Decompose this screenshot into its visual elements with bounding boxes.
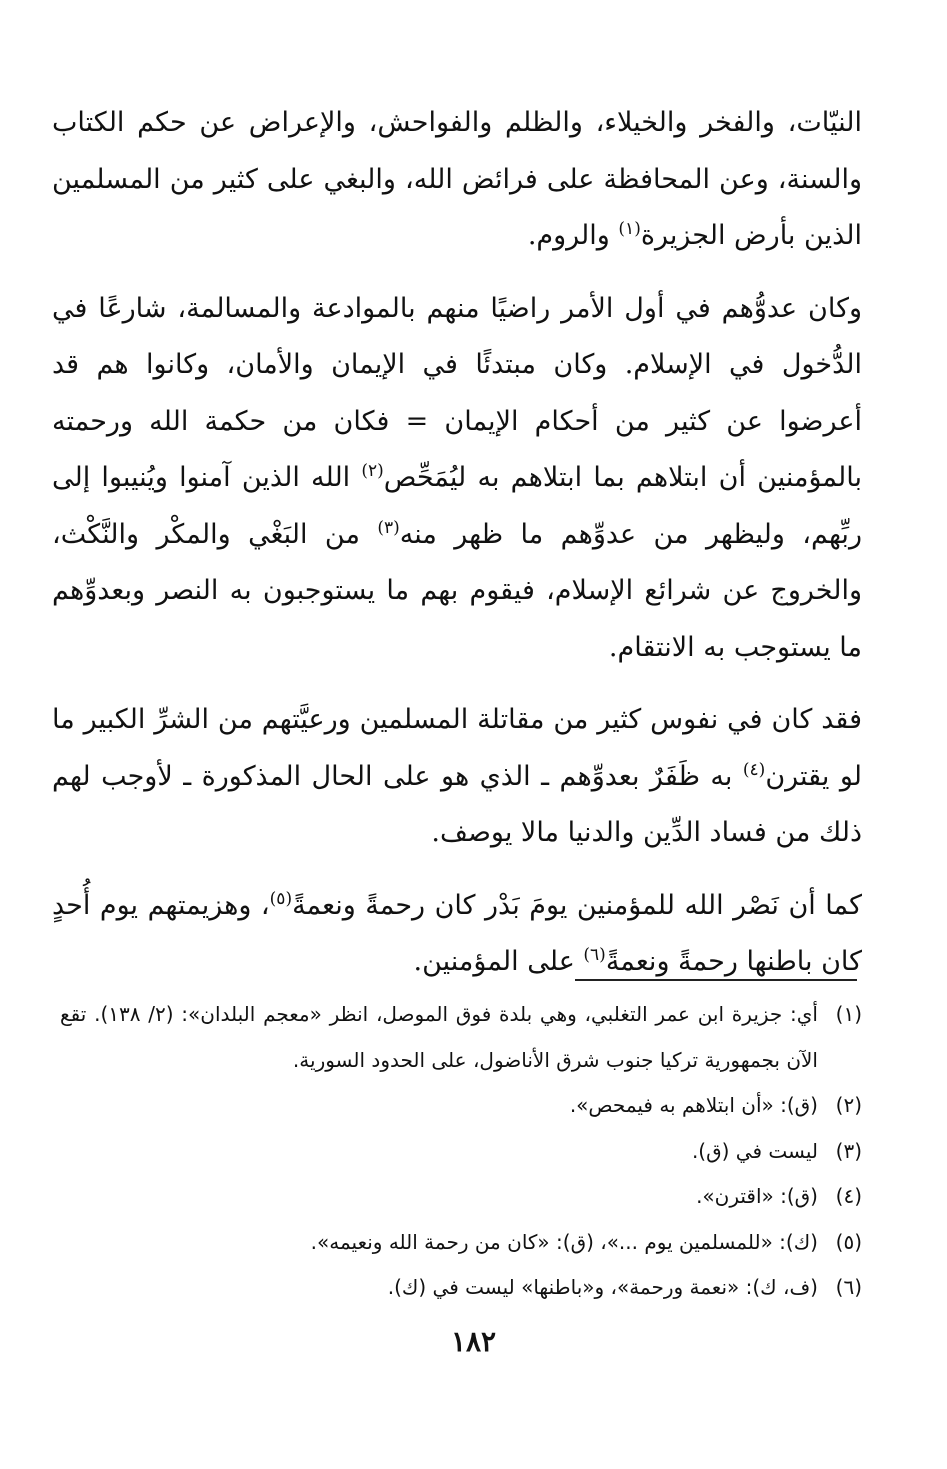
footnote-number: (٤) [835,1184,862,1208]
footnote-number: (١) [835,1002,862,1026]
footnote-text: (ك): «للمسلمين يوم ...»، (ق): «كان من رحمة الله ونعيمه». [310,1229,818,1254]
footnote-reference[interactable]: (٦) [583,945,606,965]
footnote-number: (٢) [835,1093,862,1117]
paragraph-text: وكان عدوُّهم في أول الأمر راضيًا منهم بالموادعة والمسالمة، شارعًا في الدُّخول في الإسلام. وكان مبتدئًا في الإيمان والأمان، وكانوا هم قد أعرضوا عن كثير من أحكام الإيمان = فكان من حكمة الله ورحمته بالمؤمنين أن ابتلاهم بما ابتلاهم به ليُمَحِّص [52,292,862,493]
footnote-text: ليست في (ق). [691,1138,818,1163]
footnote-1 [60,992,862,1083]
footnote-divider [575,979,857,981]
footnote-text: (ق): «اقترن». [696,1184,818,1208]
footnote-text: (ق): «أن ابتلاهم به فيمحص». [569,1093,818,1117]
footnotes [60,992,862,1311]
paragraph-text: فقد كان في نفوس كثير من مقاتلة المسلمين ورعيَّتهم من الشرِّ الكبير ما لو يقترن [52,704,862,792]
footnote-reference[interactable]: (٥) [269,888,293,909]
footnote-reference[interactable]: (٢) [361,461,384,481]
paragraph-text: على المؤمنين. [413,946,584,977]
paragraph-1 [52,95,862,265]
main-text [52,95,862,991]
footnote-reference[interactable]: (٣) [377,517,400,538]
paragraph-3 [52,692,862,862]
footnote-reference[interactable]: (٤) [742,759,766,780]
paragraph-text: والروم. [527,220,619,251]
page-number: ١٨٢ [450,1325,497,1358]
footnote-2 [60,1083,862,1129]
footnote-6 [60,1265,862,1311]
paragraph-text: ، وهزيمتهم يوم أُحدٍ كان باطنها رحمةً ونعمةً [52,889,862,977]
paragraph-text: النيّات، والفخر والخيلاء، والظلم والفواحش، والإعراض عن حكم الكتاب والسنة، وعن المحافظة على فرائض الله، والبغي على كثير من المسلمين الذين بأرض الجزيرة [52,107,862,251]
paragraph-text: الله الذين آمنوا ويُنيبوا إلى ربِّهم، وليظهر من عدوِّهم ما ظهر منه [52,462,862,550]
footnote-text: أي: جزيرة ابن عمر التغلبي، وهي بلدة فوق الموصل، انظر «معجم البلدان»: (٢/ ١٣٨). تقع الآن بجمهورية تركيا جنوب شرق الأناضول، على الحدود السورية. [60,1002,818,1072]
footnote-number: (٦) [835,1275,862,1299]
footnote-5 [60,1220,862,1266]
footnote-3 [60,1129,862,1175]
footnote-number: (٥) [835,1229,862,1254]
paragraph-2 [52,281,862,677]
paragraph-text: كما أن نَصْر الله للمؤمنين يومَ بَدْر كان رحمةً ونعمةً [292,889,862,921]
footnote-number: (٣) [835,1138,862,1163]
paragraph-text: به ظَفَرٌ بعدوِّهم ـ الذي هو على الحال المذكورة ـ لأوجب لهم ذلك من فساد الدِّين والدنيا مالا يوصف. [52,760,862,848]
footnote-text: (ف، ك): «نعمة ورحمة»، و«باطنها» ليست في (ك). [387,1275,818,1299]
footnote-4 [60,1174,862,1220]
footnote-reference[interactable]: (١) [618,219,641,239]
paragraph-4 [52,878,862,991]
paragraph-text: من البَغْي والمكْر والنَّكْث، والخروج عن شرائع الإسلام، فيقوم بهم ما يستوجبون به النصر وبعدوِّهم ما يستوجب به الانتقام. [52,518,862,663]
